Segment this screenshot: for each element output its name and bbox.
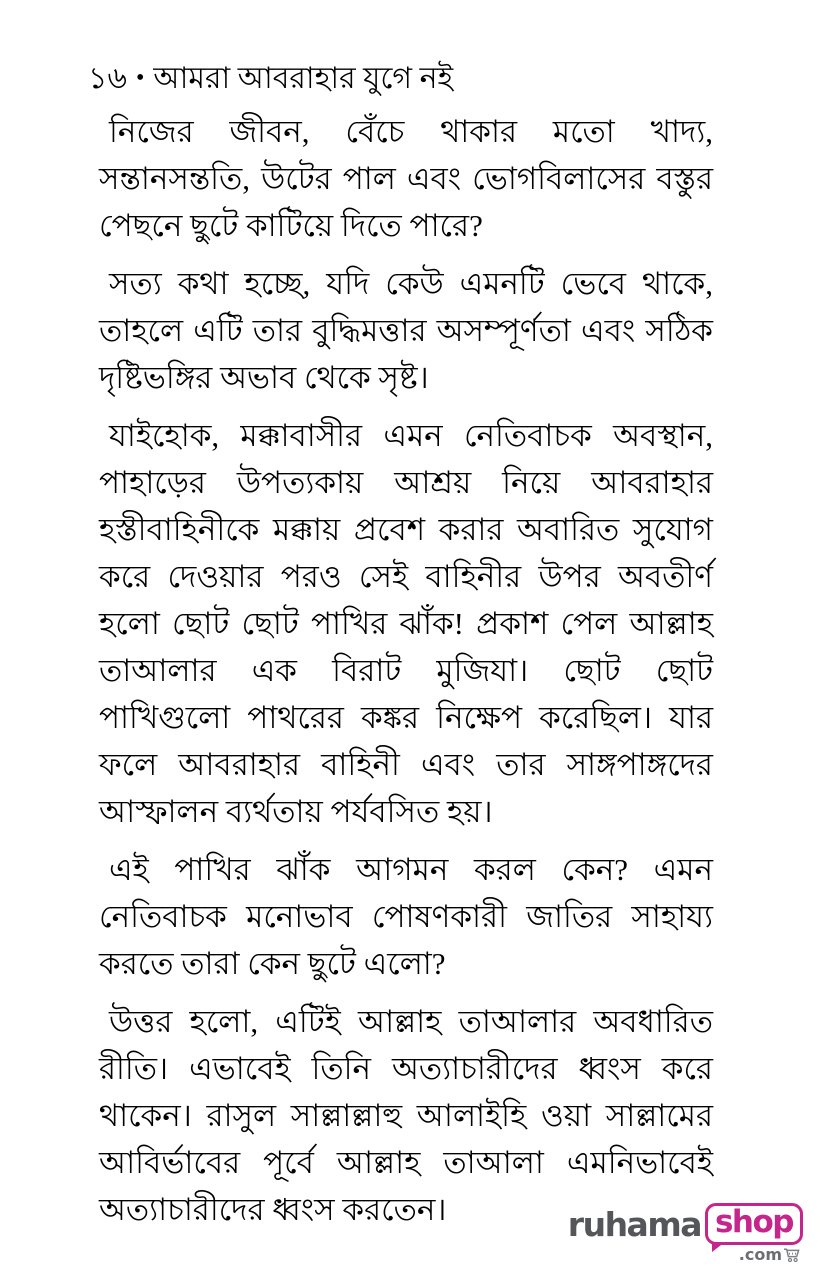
shop-badge-text: shop <box>714 1204 793 1240</box>
shopping-cart-icon <box>783 1247 801 1263</box>
paragraph: নিজের জীবন, বেঁচে থাকার মতো খাদ্য, সন্তানসন্ততি, উটের পাল এবং ভোগবিলাসের বস্তুর পেছনে ছুটে কাটিয়ে দিতে পারে? <box>99 114 713 243</box>
paragraph: সত্য কথা হচ্ছে, যদি কেউ এমনটি ভেবে থাকে, তাহলে এটি তার বুদ্ধিমত্তার অসম্পূর্ণতা এবং সঠিক দৃষ্টিভঙ্গির অভাব থেকে সৃষ্ট। <box>99 266 713 395</box>
paragraph: যাইহোক, মক্কাবাসীর এমন নেতিবাচক অবস্থান, পাহাড়ের উপত্যকায় আশ্রয় নিয়ে আবরাহার হস্তীবাহিনীকে মক্কায় প্রবেশ করার অবারিত সুযোগ করে দেওয়ার পরও সেই বাহিনীর উপর অবতীর্ণ হলো ছোট ছোট পাখির ঝাঁক! প্রকাশ পেল আল্লাহ তাআলার এক বিরাট মুজিযা। ছোট ছোট পাখিগুলো পাথরের কঙ্কর নিক্ষেপ করেছিল। যার ফলে আবরাহার বাহিনী এবং তার সাঙ্গপাঙ্গদের আস্ফালন ব্যর্থতায় পর্যবসিত হয়। <box>99 418 713 829</box>
publisher-watermark <box>568 1203 803 1263</box>
brand-text: ruhama <box>567 1204 701 1244</box>
body-text <box>99 108 713 1244</box>
page-number: ১৬ <box>88 62 127 95</box>
running-head <box>88 54 453 105</box>
speech-bubble-tail <box>712 1242 725 1252</box>
paragraph: এই পাখির ঝাঁক আগমন করল কেন? এমন নেতিবাচক মনোভাব পোষণকারী জাতির সাহায্য করতে তারা কেন ছুটে এলো? <box>99 852 713 981</box>
book-title: আমরা আবরাহার যুগে নই <box>153 62 454 95</box>
logo-row <box>568 1203 803 1245</box>
shop-badge <box>705 1203 803 1245</box>
domain-text: .com <box>738 1245 782 1264</box>
domain-row <box>739 1247 801 1263</box>
paragraph: উত্তর হলো, এটিই আল্লাহ তাআলার অবধারিত রীতি। এভাবেই তিনি অত্যাচারীদের ধ্বংস করে থাকেন। রাসুল সাল্লাল্লাহু আলাইহি ওয়া সাল্লামের আবির্ভাবের পূর্বে আল্লাহ তাআলা এমনিভাবেই অত্যাচারীদের ধ্বংস করতেন। <box>99 1004 713 1227</box>
bullet-separator-icon: • <box>135 65 145 91</box>
